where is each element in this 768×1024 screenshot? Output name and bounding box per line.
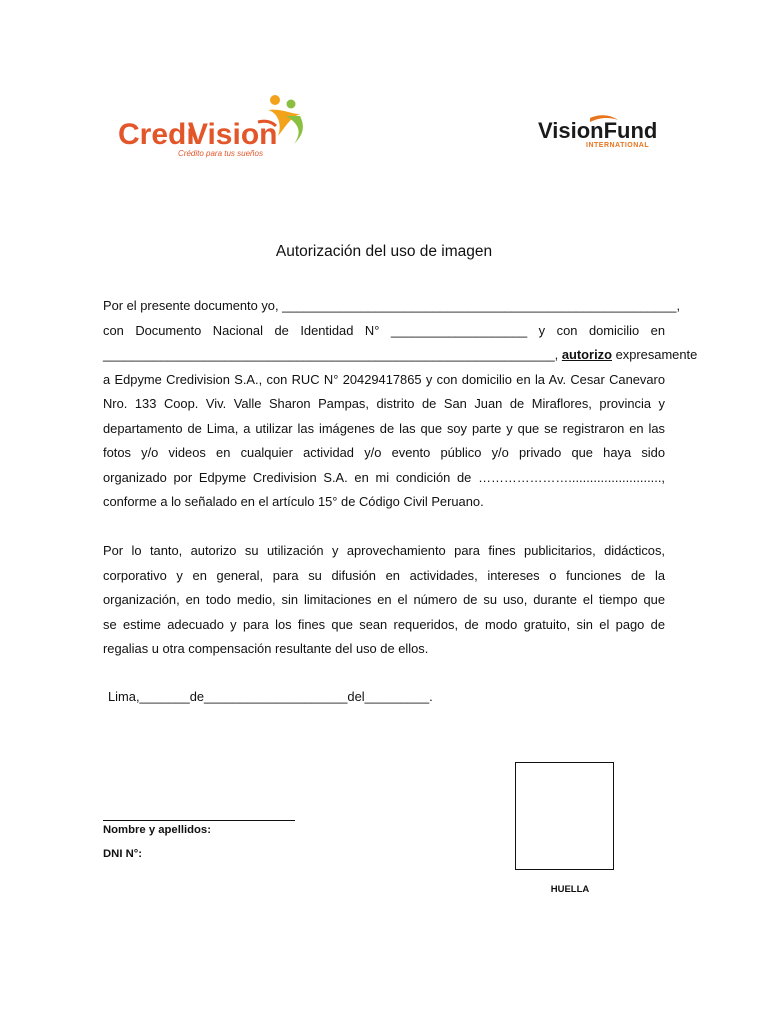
logo-vf-subtitle: INTERNATIONAL — [586, 142, 650, 149]
para1-line-3 — [103, 343, 698, 368]
domicile-text: y con domicilio en — [538, 322, 665, 338]
credivision-logo — [118, 92, 308, 162]
logo-tagline: Crédito para tus sueños — [178, 149, 263, 158]
para2-line-1: Por lo tanto, autorizo su utilización y aprovechamiento para fines publicitarios, didácticos, — [103, 543, 665, 558]
autorizo-word: autorizo — [561, 347, 612, 362]
para2-line-3: organización, en todo medio, sin limitaciones en el número de su uso, durante el tiempo que — [103, 592, 665, 607]
credivision-logo-graphic — [118, 92, 308, 162]
para2-line-2: corporativo y en general, para su difusión en actividades, intereses o funciones de la — [103, 567, 665, 583]
para1-line-8: organizado por Edpyme Credivision S.A. en mi condición de ………………….........................., — [103, 469, 665, 485]
signature-name-label: Nombre y apellidos: — [103, 824, 211, 836]
date-line: Lima,_______de____________________del_________. — [108, 689, 433, 704]
document-title: Autorización del uso de imagen — [275, 243, 493, 260]
visionfund-logo — [538, 114, 668, 154]
para1-line-5: Nro. 133 Coop. Viv. Valle Sharon Pampas, distrito de San Juan de Miraflores, provincia y — [103, 396, 665, 411]
visionfund-logo-graphic — [538, 114, 668, 154]
paragraph-usage — [103, 539, 665, 662]
para1-line-7: fotos y/o videos en cualquier actividad y/o evento público y/o privado que haya sido — [103, 445, 665, 460]
signature-dni-label: DNI N°: — [103, 848, 143, 860]
para2-line-5: regalias u otra compensación resultante del uso de ellos. — [103, 641, 429, 656]
paragraph-authorization — [103, 294, 698, 515]
para1-line-4: a Edpyme Credivision S.A., con RUC N° 20429417865 y con domicilio en la Av. Cesar Canevaro — [103, 371, 665, 387]
dni-blank-text: con Documento Nacional de Identidad N° ___________________ — [103, 322, 528, 338]
expresamente-word: expresamente — [615, 347, 698, 362]
para2-line-4: se estime adecuado y para los fines que sean requeridos, de modo gratuito, sin el pago de — [103, 616, 665, 632]
address-blank: _______________________________________________________________, — [103, 347, 559, 362]
para1-line-1: Por el presente documento yo, _______________________________________________________, — [103, 298, 681, 313]
para1-line-9: conforme a lo señalado en el artículo 15° de Código Civil Peruano. — [103, 494, 484, 509]
logo-word-vision: Vision — [188, 118, 278, 151]
logo-figure-head-2 — [287, 100, 296, 109]
para1-line-2 — [103, 319, 665, 344]
logo-figure-head-1 — [270, 95, 280, 105]
logo-word-credi: Credi — [118, 118, 195, 151]
logo-vf-name: VisionFund — [538, 118, 658, 143]
para1-line-6: departamento de Lima, a utilizar las imágenes de las que soy parte y que se registraron en las — [103, 420, 665, 436]
fingerprint-label: HUELLA — [550, 884, 590, 895]
signature-line — [103, 820, 295, 821]
fingerprint-box — [515, 762, 614, 870]
